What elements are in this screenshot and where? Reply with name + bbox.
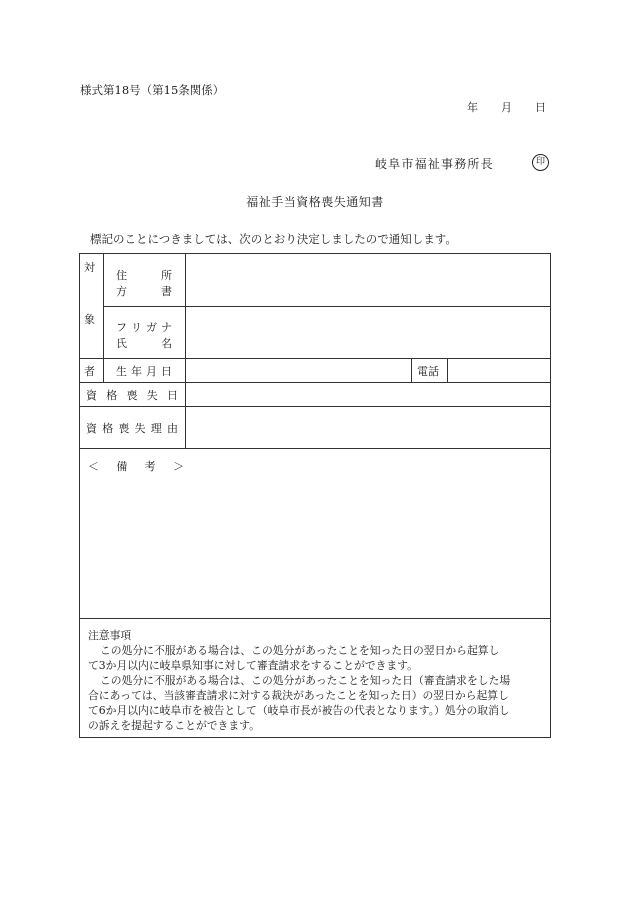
address-line2-label: 方 書 <box>116 285 172 298</box>
loss-reason-label: 資 格 喪 失 理 由 <box>86 422 178 435</box>
notes-section <box>88 628 550 733</box>
loss-date-label: 資 格 喪 失 日 <box>86 389 178 402</box>
furigana-label: フ リ ガ ナ <box>116 321 172 334</box>
column-divider <box>447 358 448 382</box>
date-year-label: 年 <box>467 101 478 114</box>
notice-form-table <box>79 253 551 738</box>
notes-line: て3か月以内に岐阜県知事に対して審査請求をすることができます。 <box>88 659 418 672</box>
form-number: 様式第18号（第15条関係） <box>80 83 225 97</box>
notes-line: て6か月以内に岐阜市を被告として（岐阜市長が被告の代表となります。）処分の取消し <box>88 704 510 717</box>
phone-label: 電話 <box>417 365 439 378</box>
notes-heading: 注意事項 <box>88 629 132 642</box>
row-divider <box>80 358 551 359</box>
notes-line: 合にあっては、当該審査請求に対する裁決があったことを知った日）の翌日から起算し <box>88 689 509 702</box>
notes-line: この処分に不服がある場合は、この処分があったことを知った日の翌日から起算し <box>100 644 500 657</box>
issuer-name: 岐阜市福祉事務所長 <box>375 157 494 171</box>
name-label: 氏 名 <box>116 337 172 350</box>
birthdate-label: 生 年 月 日 <box>116 365 172 378</box>
column-divider <box>185 254 186 448</box>
remarks-label: ＜ 備 考 ＞ <box>88 460 184 473</box>
notes-line: この処分に不服がある場合は、この処分があったことを知った日（審査請求をした場 <box>100 674 511 687</box>
date-month-label: 月 <box>501 101 512 114</box>
intro-text: 標記のことにつきましては、次のとおり決定しましたので通知します。 <box>90 232 457 246</box>
row-divider <box>80 406 551 407</box>
address-label: 住 所 <box>116 269 172 282</box>
date-day-label: 日 <box>535 101 546 114</box>
row-divider <box>104 306 551 307</box>
subject-label-char: 対 <box>84 261 95 274</box>
notes-line: の訴えを提起することができます。 <box>88 719 260 732</box>
row-divider <box>80 448 551 449</box>
row-divider <box>80 618 551 619</box>
document-title: 福祉手当資格喪失通知書 <box>246 195 384 209</box>
column-divider <box>411 358 412 382</box>
seal-mark: 印 <box>532 154 549 171</box>
subject-label-char: 者 <box>84 365 95 378</box>
subject-label-char: 象 <box>84 313 95 326</box>
column-divider <box>103 254 104 382</box>
row-divider <box>80 382 551 383</box>
